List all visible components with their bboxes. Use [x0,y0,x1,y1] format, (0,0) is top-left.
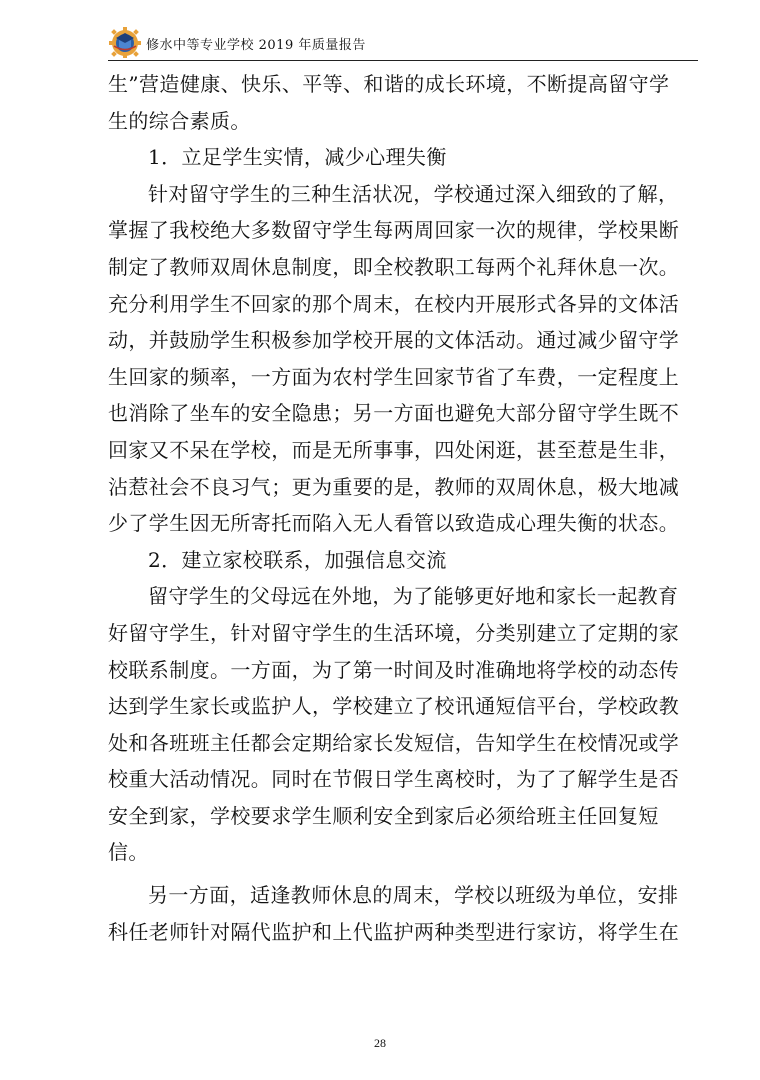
text-line: 安全到家，学校要求学生顺利安全到家后必须给班主任回复短 [108,803,659,828]
text-line: 校联系制度。一方面，为了第一时间及时准确地将学校的动态传 [108,657,680,682]
page-number: 28 [374,1036,386,1050]
text-line: 也消除了坐车的安全隐患；另一方面也避免大部分留守学生既不 [108,401,680,426]
text-line: 沾惹社会不良习气；更为重要的是，教师的双周休息，极大地减 [108,474,680,499]
text-line: 达到学生家长或监护人，学校建立了校讯通短信平台，学校政教 [108,694,680,719]
text-line: 另一方面，适逢教师休息的周末，学校以班级为单位，安排 [148,883,679,908]
document-body [108,66,708,950]
text-line: 1．立足学生实情，减少心理失衡 [148,145,447,170]
text-line: 回家又不呆在学校，而是无所事事，四处闲逛，甚至惹是生非， [108,437,680,462]
text-line: 留守学生的父母远在外地，为了能够更好地和家长一起教育 [148,584,679,609]
text-line: 生回家的频率，一方面为农村学生回家节省了车费，一定程度上 [108,364,680,389]
text-line: 充分利用学生不回家的那个周末，在校内开展形式各异的文体活 [108,291,680,316]
text-line: 少了学生因无所寄托而陷入无人看管以致造成心理失衡的状态。 [108,511,680,536]
text-line: 制定了教师双周休息制度，即全校教职工每两个礼拜休息一次。 [108,254,680,279]
school-emblem-icon [108,26,142,58]
text-line: 针对留守学生的三种生活状况，学校通过深入细致的了解， [148,181,679,206]
text-line: 校重大活动情况。同时在节假日学生离校时，为了了解学生是否 [108,767,680,792]
text-line: 信。 [108,840,149,865]
text-line: 好留守学生，针对留守学生的生活环境，分类别建立了定期的家 [108,620,680,645]
text-line: 科任老师针对隔代监护和上代监护两种类型进行家访，将学生在 [108,919,680,944]
text-line: 生”营造健康、快乐、平等、和谐的成长环境，不断提高留守学 [108,72,670,96]
text-line: 掌握了我校绝大多数留守学生每两周回家一次的规律，学校果断 [108,218,680,243]
text-line: 处和各班班主任都会定期给家长发短信，告知学生在校情况或学 [108,730,680,755]
text-line: 生的综合素质。 [108,108,251,133]
header-title: 修水中等专业学校 2019 年质量报告 [146,38,366,53]
page-header [108,26,698,61]
text-line: 动，并鼓励学生积极参加学校开展的文体活动。通过减少留守学 [108,328,680,353]
text-line: 2．建立家校联系，加强信息交流 [148,547,447,572]
